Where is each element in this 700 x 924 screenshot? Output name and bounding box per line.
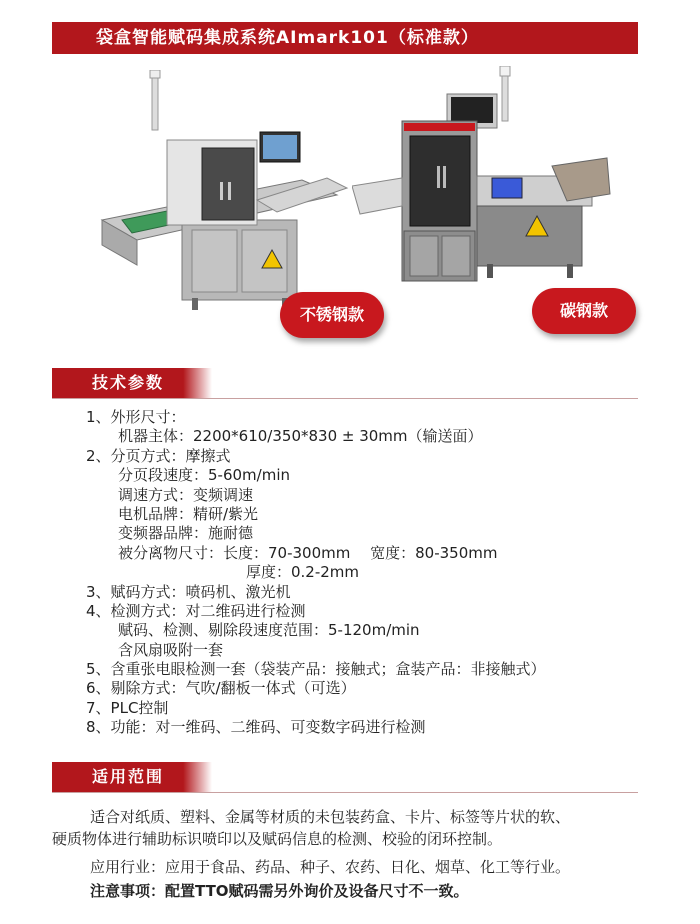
tech-section-divider xyxy=(52,398,638,399)
product-photos xyxy=(52,62,642,352)
scope-note: 注意事项：配置TTO赋码需另外询价及设备尺寸不一致。 xyxy=(90,882,469,900)
spec-line: 4、检测方式：对二维码进行检测 xyxy=(86,601,306,620)
scope-section-heading: 适用范围 xyxy=(52,762,212,792)
scope-section-divider xyxy=(52,792,638,793)
page-title: 袋盒智能赋码集成系统AImark101（标准款） xyxy=(52,22,638,54)
carbon-badge: 碳钢款 xyxy=(532,288,636,334)
spec-line: 含风扇吸附一套 xyxy=(118,640,224,659)
spec-list xyxy=(86,408,646,738)
spec-line: 8、功能：对一维码、二维码、可变数字码进行检测 xyxy=(86,718,426,737)
scope-paragraph: 适合对纸质、塑料、金属等材质的未包装药盒、卡片、标签等片状的软、 xyxy=(90,808,571,826)
stainless-machine-image xyxy=(92,70,352,310)
scope-text xyxy=(52,806,642,902)
spec-line: 3、赋码方式：喷码机、激光机 xyxy=(86,582,291,601)
spec-line: 调速方式：变频调速 xyxy=(118,485,254,504)
spec-line: 7、PLC控制 xyxy=(86,698,169,717)
spec-line: 变频器品牌：施耐德 xyxy=(118,524,254,543)
carbon-machine-image xyxy=(352,66,612,296)
scope-industry: 应用行业：应用于食品、药品、种子、农药、日化、烟草、化工等行业。 xyxy=(90,858,571,876)
spec-line: 1、外形尺寸： xyxy=(86,408,186,426)
spec-line: 6、剔除方式：气吹/翻板一体式（可选） xyxy=(86,679,356,698)
scope-paragraph-cont: 硬质物体进行辅助标识喷印以及赋码信息的检测、校验的闭环控制。 xyxy=(52,830,503,848)
spec-line: 分页段速度：5-60m/min xyxy=(118,466,290,485)
spec-line: 被分离物尺寸：长度：70-300mm 宽度：80-350mm xyxy=(118,543,498,562)
spec-line: 机器主体：2200*610/350*830 ± 30mm（输送面） xyxy=(118,427,483,446)
spec-line: 2、分页方式：摩擦式 xyxy=(86,446,231,465)
tech-section-heading: 技术参数 xyxy=(52,368,212,398)
spec-line: 电机品牌：精研/紫光 xyxy=(118,504,259,523)
spec-line: 厚度：0.2-2mm xyxy=(246,563,360,582)
stainless-badge: 不锈钢款 xyxy=(280,292,384,338)
spec-line: 5、含重张电眼检测一套（袋装产品：接触式；盒装产品：非接触式） xyxy=(86,660,546,679)
spec-line: 赋码、检测、剔除段速度范围：5-120m/min xyxy=(118,621,420,640)
